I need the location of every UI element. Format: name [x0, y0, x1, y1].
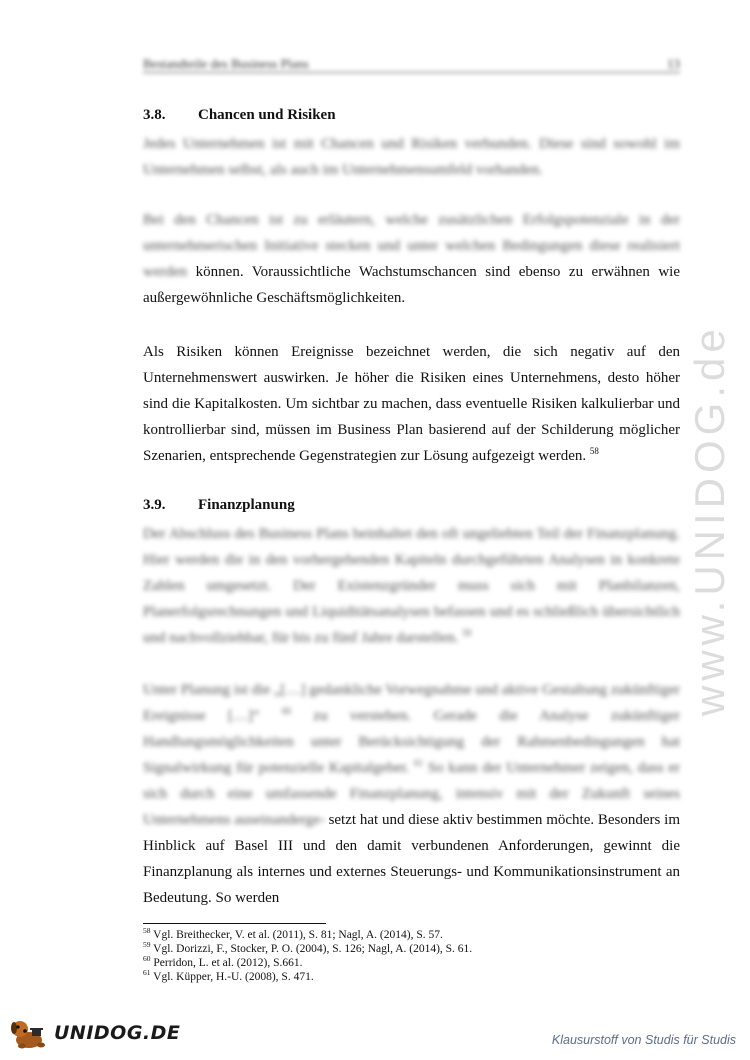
- section-heading-3-8: [143, 107, 680, 129]
- footnote: $^{59}$ Vgl. Dorizzi, F., Stocker, P. O. (2004), S. 126; Nagl, A. (2014), S. 61.: [143, 940, 473, 955]
- footnote-marker: 60: [281, 706, 291, 716]
- paragraph-text: Als Risiken können Ereignisse bezeichnet werden, die sich negativ auf den Unternehmenswert auswirken. Je höher die Risiken eines Unternehmens, desto höher sind die Kapitalkosten. Um sichtbar zu machen, dass eventuelle Risiken kalkulierbar und kontrollierbar sind, müssen im Business Plan basierend auf der Schilderung möglicher Szenarien, entsprechende Gegenstrategien zur Lösung aufgezeigt werden.: [143, 344, 680, 464]
- footnote-marker: 58: [589, 446, 599, 456]
- logo-text: UNIDOG.DE: [54, 1022, 181, 1044]
- footnote: $^{61}$ Vgl. Küpper, H.-U. (2008), S. 471.: [143, 968, 314, 983]
- section-title: Finanzplanung: [198, 497, 295, 513]
- paragraph-blurred: Bei den Chancen ist zu erläutern, welche zusätzlichen Erfolgspotenziale in der unternehmerischen Initiative stecken und unter welchen Bedingungen diese realisiert werden: [143, 212, 680, 280]
- paragraph-text: setzt hat und diese aktiv bestimmen möchte. Besonders im Hinblick auf Basel III und den damit verbundenen Anforderungen, gewinnt die Finanzplanung als internes und externes Steuerungs- und Kommunikationsinstrument an Bedeutung. So werden: [143, 812, 680, 906]
- section-3-8-body: [143, 131, 680, 183]
- paragraph-blurred: Unter Planung ist die „[…] gedankliche Vorwegnahme und aktive Gestaltung zukünftiger Ereignisse […]“: [143, 682, 680, 724]
- section-heading-3-9: [143, 497, 680, 519]
- section-3-9-body: [143, 521, 680, 651]
- footnote-marker: 59: [462, 628, 472, 638]
- section-number: 3.9.: [143, 497, 166, 513]
- section-3-9-paragraph-2: [143, 677, 680, 911]
- paragraph-text: können. Voraussichtliche Wachstumschancen sind ebenso zu erwähnen wie außergewöhnliche Geschäftsmöglichkeiten.: [143, 264, 681, 306]
- paragraph-blurred: Der Abschluss des Business Plans beinhaltet den oft ungeliebten Teil der Finanzplanung. Hier werden die in den vorhergehenden Kapiteln durchgeführten Analysen in konkrete Zahlen umgesetzt. Der Existenzgründer muss sich mit Planbilanzen, Planerfolgsrechnungen und Liquiditätsanalysen befassen und es schließlich übersichtlich und nachvollziehbar, für bis zu fünf Jahre darstellen.: [143, 526, 680, 646]
- section-title: Chancen und Risiken: [198, 107, 336, 123]
- footer-tagline: Klausurstoff von Studis für Studis: [551, 1033, 736, 1047]
- dog-mascot-icon: [8, 1016, 52, 1050]
- running-header: [143, 52, 680, 73]
- footnotes: [143, 928, 680, 984]
- paragraph-blurred: zu verstehen. Gerade die Analyse zukünftiger Handlungsmöglichkeiten unter Berücksichtigung der Rahmenbedingungen hat Signalwirkung für potenzielle Kapitalgeber.: [143, 708, 680, 776]
- footnote-separator: [143, 923, 326, 924]
- footnote: $^{58}$ Vgl. Breithecker, V. et al. (2011), S. 81; Nagl, A. (2014), S. 57.: [143, 926, 443, 941]
- paragraph-blurred: Jedes Unternehmen ist mit Chancen und Risiken verbunden. Diese sind sowohl im Unternehmen selbst, als auch im Unternehmensumfeld vorhanden.: [143, 136, 680, 178]
- unidog-logo: [8, 1016, 180, 1050]
- chapter-title: Bestandteile des Business Plans: [143, 56, 309, 71]
- watermark: www.UNIDOG.de: [686, 324, 733, 716]
- footnote-marker: 61: [414, 758, 424, 768]
- section-3-8-paragraph-3: [143, 339, 680, 469]
- section-3-8-paragraph-2: [143, 207, 680, 311]
- page-number: 13: [667, 56, 680, 71]
- footnote: $^{60}$ Perridon, L. et al. (2012), S.661.: [143, 954, 303, 969]
- section-number: 3.8.: [143, 107, 166, 123]
- paragraph-blurred: So kann der Unternehmer zeigen, dass er sich durch eine umfassende Finanzplanung, intensiv mit der Zukunft seines Unternehmens auseinanderge-: [143, 760, 681, 828]
